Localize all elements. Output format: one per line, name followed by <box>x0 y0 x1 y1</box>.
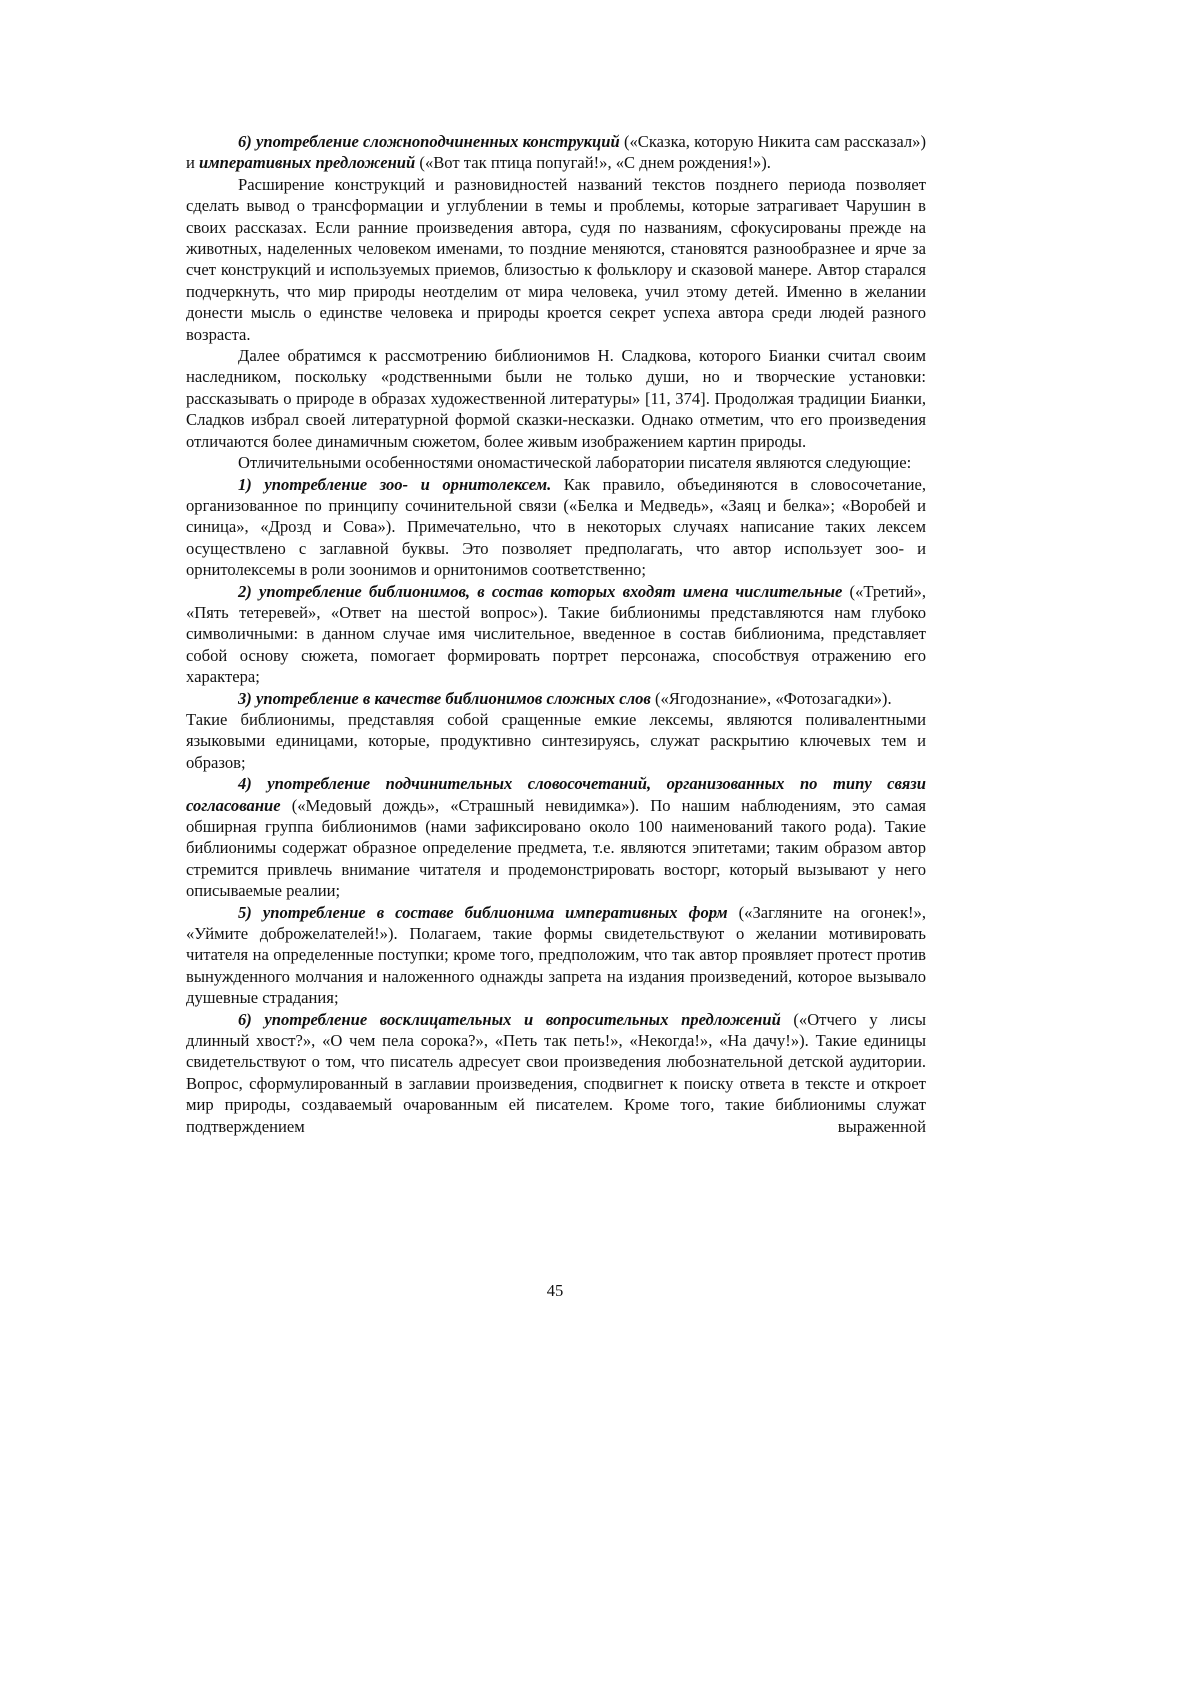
page-body <box>186 131 926 1137</box>
item-heading: 6) употребление сложноподчиненных конструкций <box>238 132 620 151</box>
paragraph-item-1 <box>186 474 926 581</box>
item-heading: 4) употребление подчинительных словосочетаний, организованных по типу связи согласование <box>186 774 926 815</box>
paragraph-item-3 <box>186 688 926 709</box>
item-heading: императивных предложений <box>199 153 416 173</box>
item-heading: 1) употребление зоо- и орнитолексем. <box>238 474 552 494</box>
paragraph-item-6 <box>186 1009 926 1137</box>
paragraph: Такие библионимы, представляя собой сращенные емкие лексемы, являются поливалентными языковыми единицами, которые, продуктивно синтезируясь, служат раскрытию ключевых тем и образов; <box>186 709 926 772</box>
paragraph-text: («Отчего у лисы длинный хвост?», «О чем пела сорока?», «Петь так петь!», «Некогда!», «На дачу!»). Такие единицы свидетельствуют о том, что писатель адресует свои произведения любознательной детской аудитории. Вопрос, сформулированный в заглавии произведения, сподвигнет к поиску ответа в тексте и откроет мир природы, создаваемый очарованным ей писателем. Кроме того, такие библионимы служат подтверждением выраженной <box>186 1009 926 1136</box>
item-heading: 6) употребление восклицательных и вопросительных предложений <box>238 1009 781 1029</box>
paragraph-text: («Медовый дождь», «Страшный невидимка»). По нашим наблюдениям, это самая обширная группа библионимов (нами зафиксировано около 100 наименований такого рода). Такие библионимы содержат образное определение предмета, т.е. являются эпитетами; таким образом автор стремится привлечь внимание читателя и продемонстрировать восторг, который вызывают у него описываемые реалии; <box>186 795 926 901</box>
item-heading: 5) употребление в составе библионима императивных форм <box>238 902 728 922</box>
item-heading: 2) употребление библионимов, в состав которых входят имена числительные <box>238 581 843 601</box>
paragraph-text: («Вот так птица попугай!», «С днем рождения!»). <box>415 153 771 173</box>
page-number: 45 <box>546 1281 564 1300</box>
paragraph-item-2 <box>186 581 926 688</box>
paragraph-item-5 <box>186 902 926 1009</box>
paragraph-text: («Третий», «Пять тетеревей», «Ответ на шестой вопрос»). Такие библионимы представляются нам глубоко символичными: в данном случае имя числительное, введенное в состав библионима, представляет собой основу сюжета, помогает формировать портрет персонажа, способствуя отражению его характера; <box>186 581 926 687</box>
paragraph-text: («Сказка, которую Никита сам рассказал») и <box>186 132 926 173</box>
paragraph-item-4 <box>186 773 926 901</box>
paragraph-text: («Ягодознание», «Фотозагадки»). <box>650 688 892 708</box>
paragraph: Расширение конструкций и разновидностей названий текстов позднего периода позволяет сделать вывод о трансформации и углублении в темы и проблемы, которые затрагивает Чарушин в своих рассказах. Если ранние произведения автора, судя по названиям, сфокусированы прежде на животных, наделенных человеком именами, то поздние меняются, становятся разнообразнее и ярче за счет конструкций и используемых приемов, близостью к фольклору и сказовой манере. Автор старался подчеркнуть, что мир природы неотделим от мира человека, учил этому детей. Именно в желании донести мысль о единстве человека и природы кроется секрет успеха автора среди людей разного возраста. <box>186 174 926 344</box>
item-heading: 3) употребление в качестве библионимов сложных слов <box>238 688 651 708</box>
paragraph-text: Как правило, объединяются в словосочетание, организованное по принципу сочинительной связи («Белка и Медведь», «Заяц и белка»; «Воробей и синица», «Дрозд и Сова»). Примечательно, что в некоторых случаях написание таких лексем осуществлено с заглавной буквы. Это позволяет предполагать, что автор использует зоо- и орнитолексемы в роли зоонимов и орнитонимов соответственно; <box>186 474 926 580</box>
paragraph: Далее обратимся к рассмотрению библионимов Н. Сладкова, которого Бианки считал своим наследником, поскольку «родственными были не только души, но и творческие установки: рассказывать о природе в образах художественной литературы» [11, 374]. Продолжая традиции Бианки, Сладков избрал своей литературной формой сказки-несказки. Однако отметим, что его произведения отличаются более динамичным сюжетом, более живым изображением картин природы. <box>186 346 926 451</box>
paragraph-text: («Загляните на огонек!», «Уймите доброжелателей!»). Полагаем, такие формы свидетельствуют о желании мотивировать читателя на определенные поступки; кроме того, предположим, что так автор проявляет протест против вынужденного молчания и наложенного однажды запрета на издания произведений, которое вызывало душевные страдания; <box>186 902 926 1008</box>
paragraph-item-6-charushin <box>186 131 926 174</box>
paragraph: Отличительными особенностями ономастической лаборатории писателя являются следующие: <box>238 453 912 473</box>
